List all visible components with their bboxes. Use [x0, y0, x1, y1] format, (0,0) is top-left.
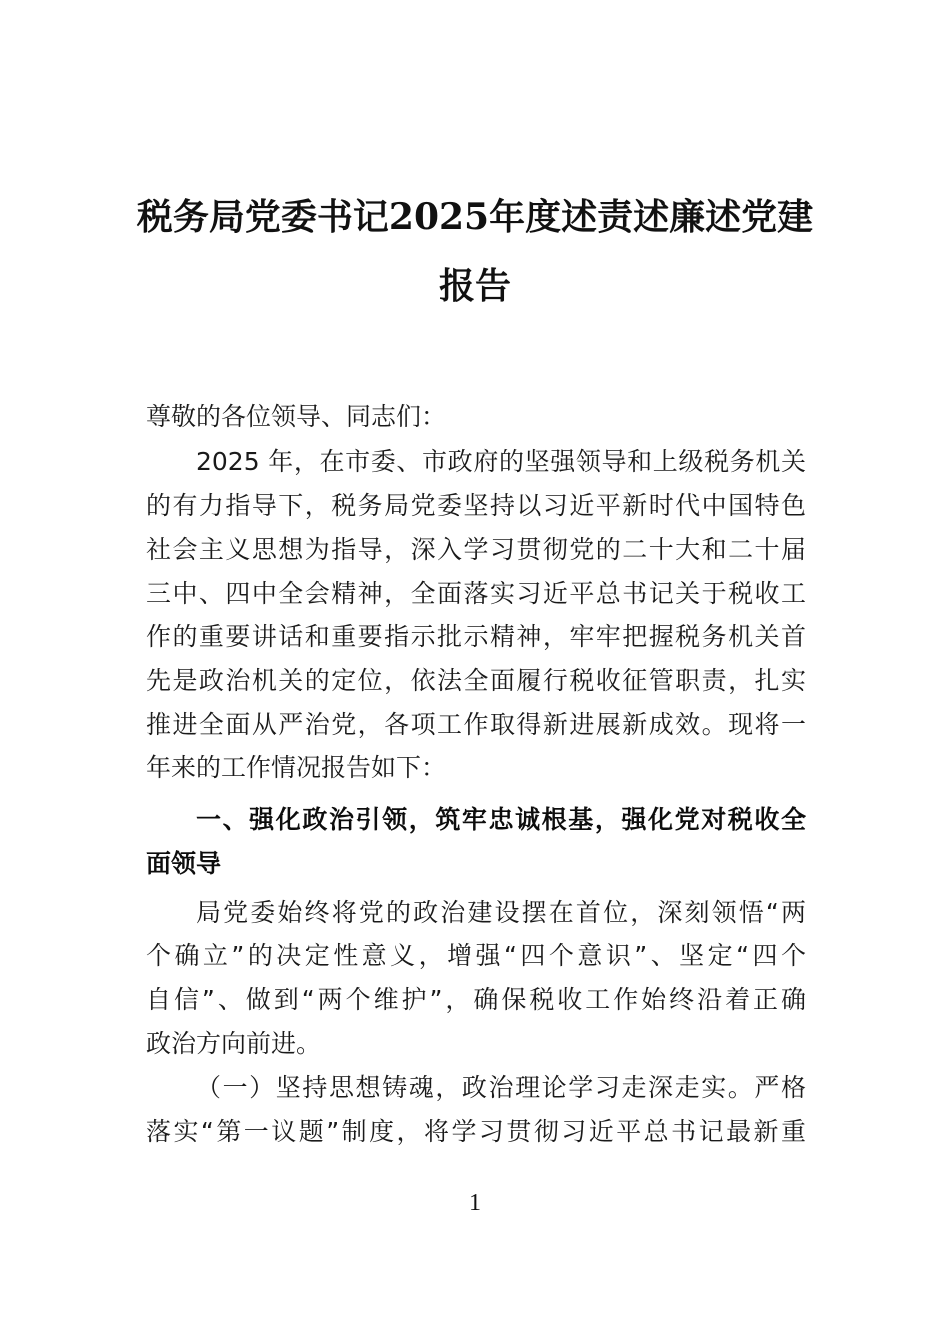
- intro-paragraph-line: 的有力指导下，税务局党委坚持以习近平新时代中国特色: [146, 491, 806, 520]
- section-heading-line: 面领导: [146, 849, 222, 878]
- document-title-line-2: 报告: [438, 265, 511, 307]
- section-paragraph-line: 局党委始终将党的政治建设摆在首位，深刻领悟“两: [196, 898, 806, 927]
- section-heading-line: 一、强化政治引领，筑牢忠诚根基，强化党对税收全: [196, 805, 806, 834]
- salutation: 尊敬的各位领导、同志们：: [146, 402, 447, 431]
- section-paragraph-line: 个确立”的决定性意义，增强“四个意识”、坚定“四个: [146, 941, 806, 970]
- page-number: 1: [469, 1190, 481, 1216]
- intro-paragraph-line: 社会主义思想为指导，深入学习贯彻党的二十大和二十届: [146, 535, 806, 564]
- subsection-paragraph-line: 落实“第一议题”制度，将学习贯彻习近平总书记最新重: [146, 1117, 806, 1146]
- section-paragraph-line: 政治方向前进。: [146, 1029, 322, 1058]
- intro-paragraph-line: 先是政治机关的定位，依法全面履行税收征管职责，扎实: [146, 666, 806, 695]
- subsection-paragraph-line: （一）坚持思想铸魂，政治理论学习走深走实。严格: [196, 1073, 806, 1102]
- intro-paragraph-line: 推进全面从严治党，各项工作取得新进展新成效。现将一: [146, 710, 806, 739]
- section-paragraph-line: 自信”、做到“两个维护”，确保税收工作始终沿着正确: [146, 985, 806, 1014]
- intro-paragraph-line: 年来的工作情况报告如下：: [146, 753, 447, 782]
- document-title-line-1: 税务局党委书记2025年度述责述廉述党建: [136, 196, 814, 238]
- intro-paragraph-line: 三中、四中全会精神，全面落实习近平总书记关于税收工: [146, 579, 806, 608]
- intro-paragraph-line: 2025 年，在市委、市政府的坚强领导和上级税务机关: [196, 447, 806, 476]
- intro-paragraph-line: 作的重要讲话和重要指示批示精神，牢牢把握税务机关首: [146, 622, 806, 651]
